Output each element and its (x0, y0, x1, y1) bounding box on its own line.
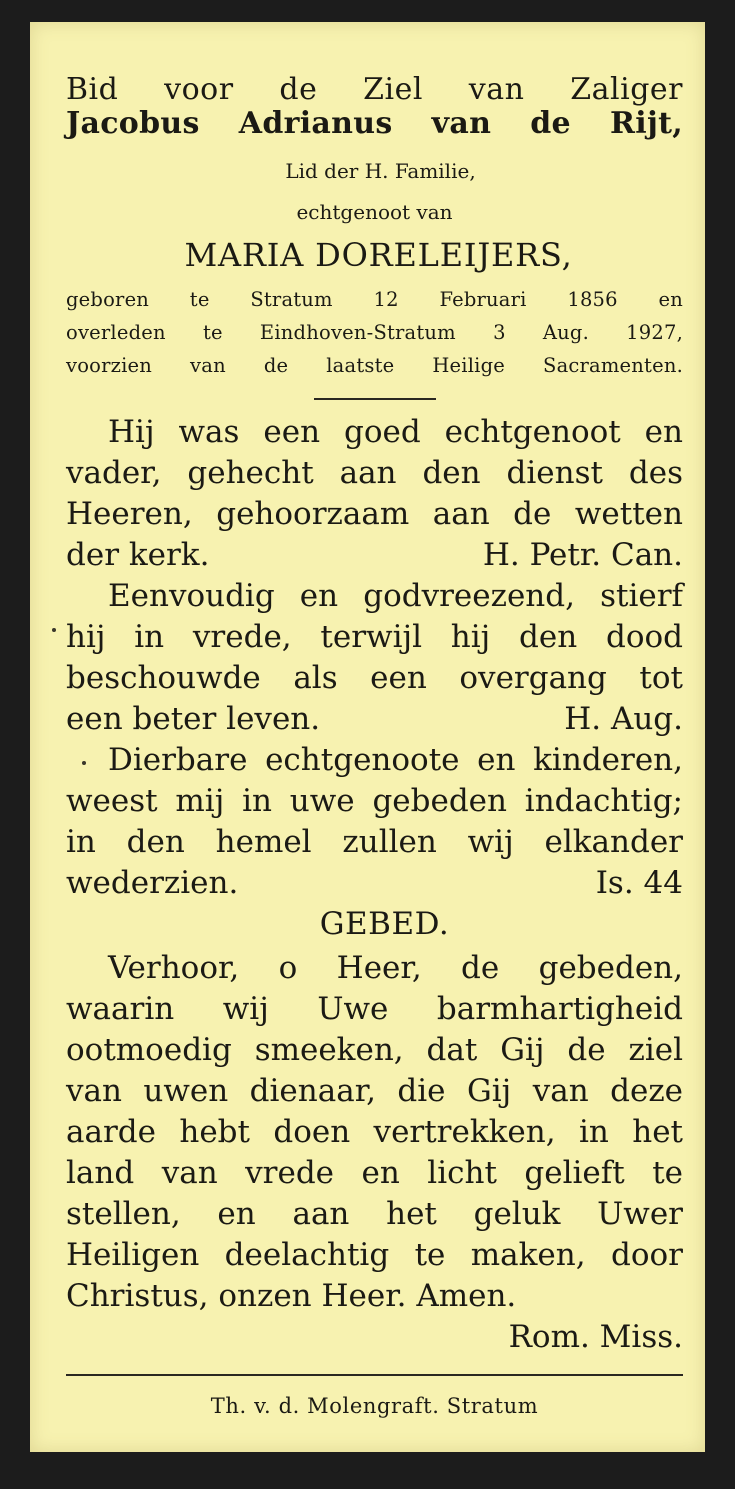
passage-1-line-3: Heeren, gehoorzaam aan de wetten (66, 496, 683, 532)
printer-credit: Th. v. d. Molengraft. Stratum (210, 1394, 539, 1418)
passage-1-line-1: Hij was een goed echtgenoot en (108, 414, 683, 450)
passage-2-line-2: hij in vrede, terwijl hij den dood (66, 619, 683, 655)
prayer-intro: Bid voor de Ziel van Zaliger (66, 72, 683, 107)
death-line: overleden te Eindhoven-Stratum 3 Aug. 1927, (66, 321, 683, 344)
membership-line: Lid der H. Familie, (285, 159, 476, 183)
prayer-line-6: land van vrede en licht gelieft te (66, 1155, 683, 1191)
passage-3-last-words: wederzien. (66, 865, 239, 901)
prayer-last-line: Christus, onzen Heer. Amen. (66, 1278, 517, 1314)
passage-2-closing-line (66, 701, 683, 737)
ink-speck (52, 628, 56, 632)
prayer-title: GEBED. (319, 906, 450, 942)
prayer-line-5: aarde hebt doen vertrekken, in het (66, 1114, 683, 1150)
passage-2-source: H. Aug. (564, 701, 683, 737)
birth-line: geboren te Stratum 12 Februari 1856 en (66, 288, 683, 311)
passage-3-line-2: weest mij in uwe gebeden indachtig; (66, 783, 683, 819)
passage-1-source: H. Petr. Can. (482, 537, 683, 573)
prayer-line-4: van uwen dienaar, die Gij van deze (66, 1073, 683, 1109)
passage-2-line-3: beschouwde als een overgang tot (66, 660, 683, 696)
passage-3-line-3: in den hemel zullen wij elkander (66, 824, 683, 860)
passage-2-line-1: Eenvoudig en godvreezend, stierf (108, 578, 683, 614)
passage-2-last-words: een beter leven. (66, 701, 321, 737)
prayer-line-2: waarin wij Uwe barmhartigheid (66, 991, 683, 1027)
passage-3-source: Is. 44 (595, 865, 683, 901)
ink-speck (82, 761, 86, 765)
footer-divider (66, 1374, 683, 1376)
prayer-line-8: Heiligen deelachtig te maken, door (66, 1237, 683, 1273)
prayer-line-1: Verhoor, o Heer, de gebeden, (108, 950, 683, 986)
header-divider (314, 398, 436, 400)
spouse-name: MARIA DORELEIJERS, (184, 236, 573, 274)
passage-3-line-1: Dierbare echtgenoote en kinderen, (108, 742, 683, 778)
passage-1-line-2: vader, gehecht aan den dienst des (66, 455, 683, 491)
prayer-source: Rom. Miss. (508, 1319, 683, 1355)
deceased-name: Jacobus Adrianus van de Rijt, (66, 106, 683, 141)
passage-1-closing-line (66, 537, 683, 573)
passage-3-closing-line (66, 865, 683, 901)
memorial-card (30, 22, 705, 1452)
passage-1-last-words: der kerk. (66, 537, 210, 573)
spouse-intro: echtgenoot van (296, 200, 453, 224)
prayer-line-7: stellen, en aan het geluk Uwer (66, 1196, 683, 1232)
sacraments-line: voorzien van de laatste Heilige Sacramenten. (66, 354, 683, 377)
prayer-line-3: ootmoedig smeeken, dat Gij de ziel (66, 1032, 683, 1068)
